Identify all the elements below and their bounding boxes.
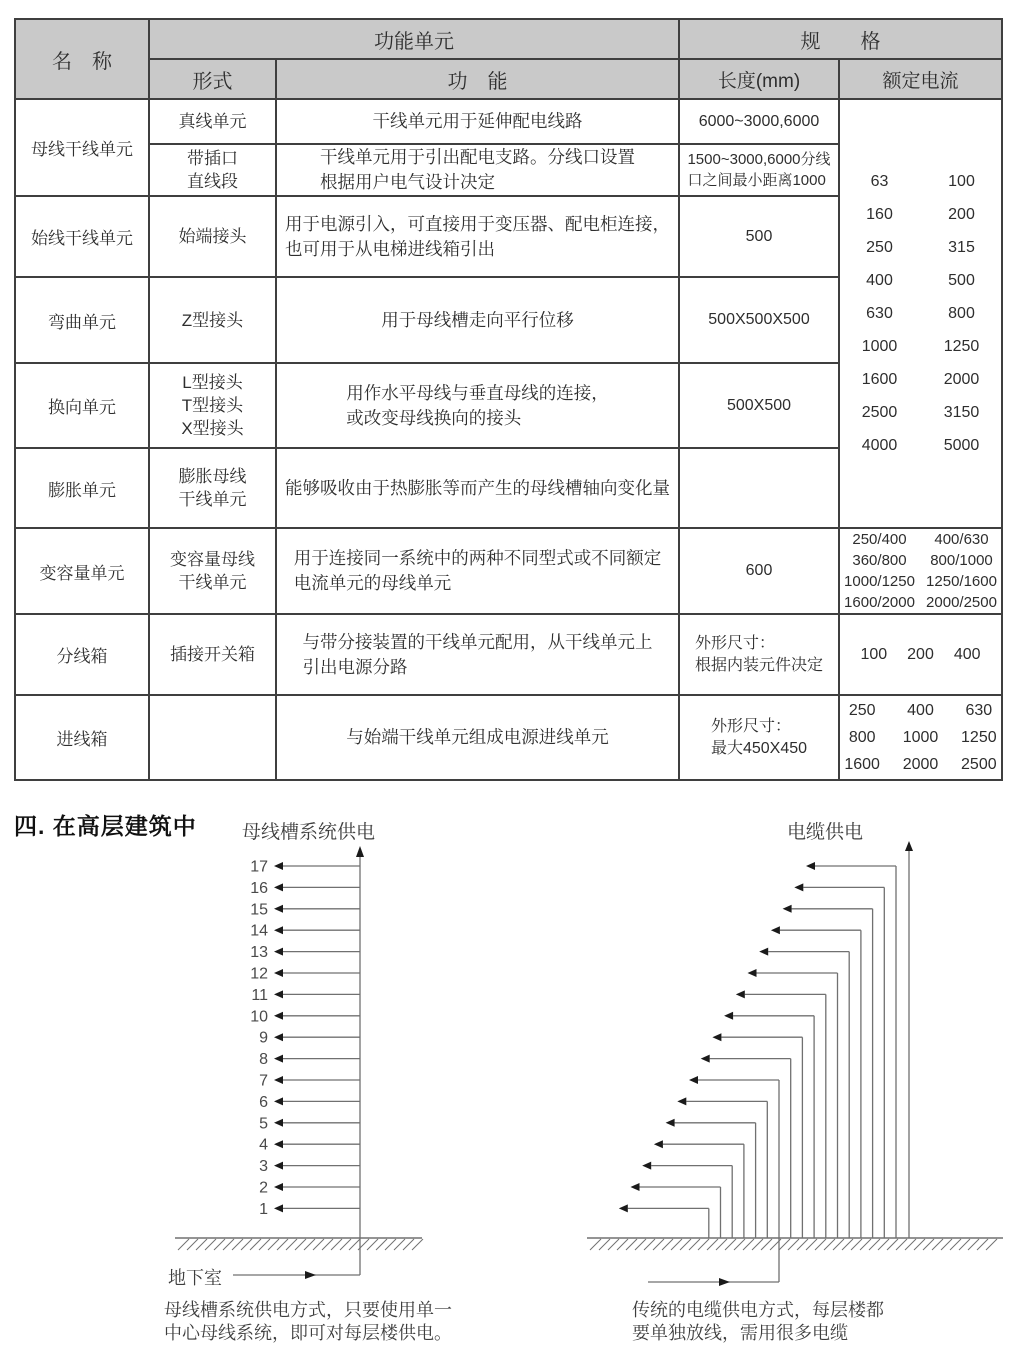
cell-form: Z型接头 — [149, 277, 276, 363]
cell-form: 带插口 直线段 — [149, 144, 276, 196]
floor-number-label: 10 — [250, 1008, 268, 1026]
floor-number-label: 8 — [259, 1051, 268, 1069]
floor-number-label: 14 — [250, 922, 268, 940]
cell-rated-current: 100 200 400 — [839, 614, 1002, 695]
col-header-length: 长度(mm) — [679, 59, 839, 99]
floor-number-label: 15 — [250, 901, 268, 919]
cell-length: 500 — [679, 196, 839, 277]
cable-supply-diagram — [575, 840, 1015, 1296]
floor-number-label: 9 — [259, 1029, 268, 1047]
header-row-2 — [15, 59, 1002, 99]
cell-name: 母线干线单元 — [15, 99, 149, 196]
cell-name: 变容量单元 — [15, 528, 149, 614]
cell-function: 用作水平母线与垂直母线的连接， 或改变母线换向的接头 — [276, 363, 679, 448]
basement-label: 地下室 — [168, 1268, 222, 1288]
busway-diagram-title: 母线槽系统供电 — [242, 822, 376, 843]
table-row — [15, 99, 1002, 144]
cell-name: 膨胀单元 — [15, 448, 149, 528]
floor-number-label: 7 — [259, 1072, 268, 1090]
cell-length: 500X500 — [679, 363, 839, 448]
cell-name: 弯曲单元 — [15, 277, 149, 363]
cell-form: 变容量母线 干线单元 — [149, 528, 276, 614]
floor-number-label: 1 — [259, 1200, 268, 1218]
cell-name: 始线干线单元 — [15, 196, 149, 277]
busway-riser-diagram — [148, 845, 478, 1297]
cell-form: 膨胀母线 干线单元 — [149, 448, 276, 528]
col-header-name: 名 称 — [15, 19, 149, 99]
floor-number-label: 12 — [250, 965, 268, 983]
cell-function: 能够吸收由于热膨胀等而产生的母线槽轴向变化量 — [276, 448, 679, 528]
floor-number-label: 17 — [250, 858, 268, 876]
cell-length: 1500~3000,6000分线 口之间最小距离1000 — [679, 144, 839, 196]
floor-number-label: 11 — [251, 986, 268, 1004]
section-heading: 四. 在高层建筑中 — [14, 813, 197, 839]
col-header-functional-unit: 功能单元 — [149, 19, 679, 59]
cell-form — [149, 695, 276, 780]
floor-number-label: 6 — [259, 1093, 268, 1111]
cell-function: 干线单元用于延伸配电线路 — [276, 99, 679, 144]
table-row — [15, 528, 1002, 614]
floor-number-label: 13 — [250, 944, 268, 962]
cell-length: 外形尺寸： 根据内装元件决定 — [679, 614, 839, 695]
cell-function: 与始端干线单元组成电源进线单元 — [276, 695, 679, 780]
cell-length: 500X500X500 — [679, 277, 839, 363]
cell-function: 用于母线槽走向平行位移 — [276, 277, 679, 363]
table-row — [15, 695, 1002, 780]
col-header-function: 功 能 — [276, 59, 679, 99]
cell-form: 真线单元 — [149, 99, 276, 144]
busway-spec-table — [14, 18, 1003, 781]
cell-function: 用于连接同一系统中的两种不同型式或不同额定 电流单元的母线单元 — [276, 528, 679, 614]
floor-number-label: 3 — [259, 1158, 268, 1176]
cell-rated-current: 250 400 630 800 1000 1250 1600 2000 2500 — [839, 695, 1002, 780]
cell-form: 始端接头 — [149, 196, 276, 277]
cell-length: 外形尺寸： 最大450X450 — [679, 695, 839, 780]
floor-number-label: 4 — [259, 1136, 268, 1154]
cell-form: L型接头 T型接头 X型接头 — [149, 363, 276, 448]
cell-length: 6000~3000,6000 — [679, 99, 839, 144]
cell-name: 分线箱 — [15, 614, 149, 695]
cell-form: 插接开关箱 — [149, 614, 276, 695]
cell-function: 用于电源引入，可直接用于变压器、配电柜连接， 也可用于从电梯进线箱引出 — [276, 196, 679, 277]
floor-number-label: 16 — [250, 879, 268, 897]
floor-number-label: 2 — [259, 1179, 268, 1197]
cell-length: 600 — [679, 528, 839, 614]
cell-name: 进线箱 — [15, 695, 149, 780]
cell-length — [679, 448, 839, 528]
cell-function: 干线单元用于引出配电支路。分线口设置 根据用户电气设计决定 — [276, 144, 679, 196]
col-header-form: 形式 — [149, 59, 276, 99]
busway-caption: 母线槽系统供电方式，只要使用单一 中心母线系统，即可对每层楼供电。 — [164, 1300, 452, 1343]
cell-rated-current: 250/400 400/630 360/800 800/1000 1000/1250 1250/1600 1600/2000 2000/2500 — [839, 528, 1002, 614]
col-header-spec: 规 格 — [679, 19, 1002, 59]
cell-function: 与带分接装置的干线单元配用，从干线单元上 引出电源分路 — [276, 614, 679, 695]
table-row — [15, 614, 1002, 695]
cell-rated-current-main: 63 100 160 200 250 315 400 500 630 800 1000 1250 1600 2000 2500 3150 4000 5000 — [839, 99, 1002, 528]
cell-name: 换向单元 — [15, 363, 149, 448]
header-row-1 — [15, 19, 1002, 59]
cable-caption: 传统的电缆供电方式，每层楼都 要单独放线，需用很多电缆 — [632, 1300, 884, 1343]
cable-diagram-title: 电缆供电 — [787, 822, 864, 843]
col-header-rated-current: 额定电流 — [839, 59, 1002, 99]
floor-number-label: 5 — [259, 1115, 268, 1133]
